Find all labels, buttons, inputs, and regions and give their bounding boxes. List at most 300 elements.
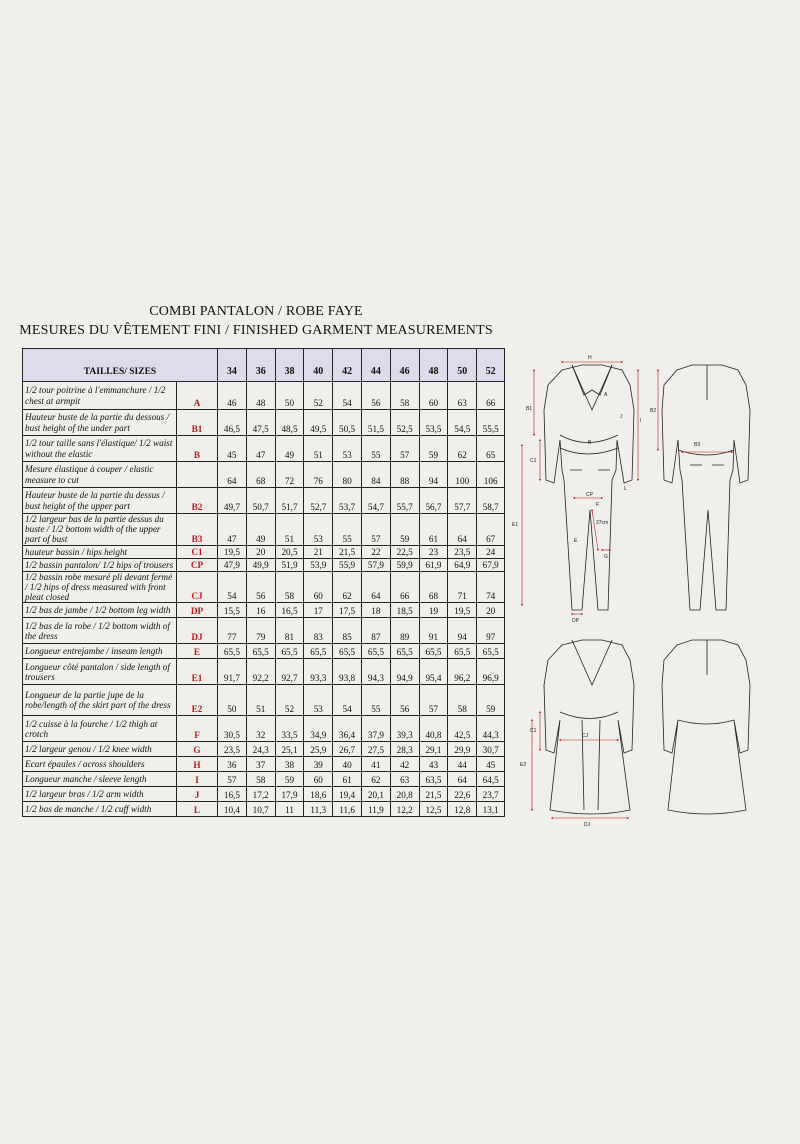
measurement-value: 21,5: [419, 787, 448, 802]
measurement-value: 25,9: [304, 742, 333, 757]
measurement-code: E1: [177, 659, 218, 685]
measurement-value: 57,7: [448, 488, 477, 514]
measurement-value: 20,8: [390, 787, 419, 802]
measurement-value: 40,8: [419, 716, 448, 742]
measurement-value: 77: [218, 618, 247, 644]
measurement-value: 96,9: [477, 659, 505, 685]
measurement-value: 43: [419, 757, 448, 772]
measurement-value: 47: [246, 436, 275, 462]
measurement-value: 65,5: [246, 644, 275, 659]
measurement-value: 45: [477, 757, 505, 772]
measurement-label: Longueur côté pantalon / side length of trousers: [23, 659, 177, 685]
measurement-label: Hauteur buste de la partie du dessous / bust height of the under part: [23, 410, 177, 436]
measurement-value: 56,7: [419, 488, 448, 514]
table-row: [23, 488, 505, 514]
measurement-value: 106: [477, 462, 505, 488]
measurement-value: 54,5: [448, 410, 477, 436]
measurement-value: 61: [419, 514, 448, 546]
measurement-value: 16,5: [275, 603, 304, 618]
measurement-value: 65,5: [333, 644, 362, 659]
measurement-code: E: [177, 644, 218, 659]
table-row: [23, 757, 505, 772]
measurement-value: 58: [448, 685, 477, 716]
measurement-value: 16,5: [218, 787, 247, 802]
measurement-guides: [522, 362, 732, 818]
label-E: E: [574, 538, 578, 544]
measurement-value: 50,7: [246, 488, 275, 514]
measurement-value: 51: [275, 514, 304, 546]
measurement-value: 67: [477, 514, 505, 546]
measurement-value: 15,5: [218, 603, 247, 618]
measurement-value: 47: [218, 514, 247, 546]
measurement-value: 94,9: [390, 659, 419, 685]
measurement-value: 93,8: [333, 659, 362, 685]
measurement-value: 30,7: [477, 742, 505, 757]
measurement-label: Longueur de la partie jupe de la robe/length of the skirt part of the dress: [23, 685, 177, 716]
jumpsuit-front-drawing: [544, 365, 634, 610]
measurement-value: 50: [218, 685, 247, 716]
measurement-value: 44: [448, 757, 477, 772]
size-header: 40: [304, 349, 333, 382]
measurement-value: 66: [390, 571, 419, 603]
label-L: L: [624, 486, 627, 492]
measurement-code: F: [177, 716, 218, 742]
measurement-value: 42,5: [448, 716, 477, 742]
dress-back-drawing: [662, 640, 750, 814]
measurement-value: 64: [448, 772, 477, 787]
measurement-value: 18,6: [304, 787, 333, 802]
measurement-value: 65,5: [390, 644, 419, 659]
measurement-code: J: [177, 787, 218, 802]
measurement-value: 91,7: [218, 659, 247, 685]
measurement-label: Longueur entrejambe / inseam length: [23, 644, 177, 659]
measurement-value: 18,5: [390, 603, 419, 618]
measurement-value: 54: [333, 382, 362, 410]
label-G: G: [604, 554, 608, 560]
measurement-value: 11,6: [333, 802, 362, 817]
label-H: H: [588, 355, 592, 361]
measurement-value: 17,2: [246, 787, 275, 802]
measurement-label: Longueur manche / sleeve length: [23, 772, 177, 787]
measurement-value: 64,9: [448, 558, 477, 571]
measurement-code: CJ: [177, 571, 218, 603]
measurement-value: 19,5: [448, 603, 477, 618]
measurement-value: 84: [361, 462, 390, 488]
table-row: [23, 436, 505, 462]
table-row: [23, 802, 505, 817]
size-header: 46: [390, 349, 419, 382]
measurement-value: 47,5: [246, 410, 275, 436]
measurement-value: 23,7: [477, 787, 505, 802]
measurement-value: 88: [390, 462, 419, 488]
measurement-value: 59: [419, 436, 448, 462]
measurement-value: 76: [304, 462, 333, 488]
label-DJ: DJ: [584, 822, 591, 828]
measurement-value: 64: [448, 514, 477, 546]
measurement-value: 51,9: [275, 558, 304, 571]
label-B3: B3: [694, 442, 701, 448]
measurement-value: 50: [275, 382, 304, 410]
measurement-value: 87: [361, 618, 390, 644]
measurement-value: 24: [477, 545, 505, 558]
measurement-value: 55,5: [477, 410, 505, 436]
measurement-value: 39: [304, 757, 333, 772]
measurement-value: 59: [477, 685, 505, 716]
measurement-value: 44,3: [477, 716, 505, 742]
measurement-value: 80: [333, 462, 362, 488]
size-header: 38: [275, 349, 304, 382]
label-J: J: [620, 414, 623, 420]
measurement-value: 23,5: [218, 742, 247, 757]
measurement-value: 62: [361, 772, 390, 787]
measurement-value: 65,5: [419, 644, 448, 659]
measurement-label: 1/2 tour taille sans l'élastique/ 1/2 waist without the elastic: [23, 436, 177, 462]
table-row: [23, 571, 505, 603]
measurement-value: 61,9: [419, 558, 448, 571]
measurement-value: 22,5: [390, 545, 419, 558]
measurement-code: L: [177, 802, 218, 817]
measurement-value: 93,3: [304, 659, 333, 685]
measurement-value: 59: [275, 772, 304, 787]
measurement-value: 58: [246, 772, 275, 787]
measurement-label: Hauteur buste de la partie du dessus / bust height of the upper part: [23, 488, 177, 514]
measurement-value: 20,1: [361, 787, 390, 802]
measurement-label: 1/2 bassin pantalon/ 1/2 hips of trousers: [23, 558, 177, 571]
measurement-value: 53: [304, 685, 333, 716]
measurement-value: 36: [218, 757, 247, 772]
measurement-label: 1/2 largeur bas de la partie dessus du buste / 1/2 bottom width of the upper part of bust: [23, 514, 177, 546]
measurement-code: G: [177, 742, 218, 757]
measurement-value: 56: [390, 685, 419, 716]
label-E1: E1: [512, 522, 519, 528]
measurement-value: 54,7: [361, 488, 390, 514]
measurement-value: 81: [275, 618, 304, 644]
measurement-value: 16: [246, 603, 275, 618]
measurement-value: 96,2: [448, 659, 477, 685]
measurement-code: I: [177, 772, 218, 787]
measurement-label: 1/2 largeur genou / 1/2 knee width: [23, 742, 177, 757]
measurement-value: 53,9: [304, 558, 333, 571]
measurement-value: 39,3: [390, 716, 419, 742]
measurement-value: 49,5: [304, 410, 333, 436]
table-row: [23, 462, 505, 488]
measurement-value: 65,5: [218, 644, 247, 659]
measurement-value: 63,5: [419, 772, 448, 787]
measurement-value: 79: [246, 618, 275, 644]
measurement-value: 52: [275, 685, 304, 716]
measurement-code: B: [177, 436, 218, 462]
measurement-value: 52: [304, 382, 333, 410]
measurement-value: 63: [448, 382, 477, 410]
measurement-label: 1/2 cuisse à la fourche / 1/2 thigh at crotch: [23, 716, 177, 742]
measurement-value: 17,5: [333, 603, 362, 618]
measurement-code: C1: [177, 545, 218, 558]
measurement-value: 49: [246, 514, 275, 546]
measurement-code: DJ: [177, 618, 218, 644]
measurement-value: 55,9: [333, 558, 362, 571]
measurement-value: 23,5: [448, 545, 477, 558]
measurement-value: 30,5: [218, 716, 247, 742]
garment-technical-drawings: [512, 340, 792, 840]
table-row: [23, 644, 505, 659]
measurement-value: 47,9: [218, 558, 247, 571]
measurement-value: 55: [361, 436, 390, 462]
measurement-value: 17,9: [275, 787, 304, 802]
label-A: A: [604, 392, 608, 398]
measurement-value: 12,5: [419, 802, 448, 817]
measurement-value: 55: [361, 685, 390, 716]
measurement-value: 57: [390, 436, 419, 462]
measurement-value: 94: [419, 462, 448, 488]
table-row: [23, 545, 505, 558]
table-row: [23, 685, 505, 716]
measurement-value: 19,5: [218, 545, 247, 558]
measurement-value: 19: [419, 603, 448, 618]
measurement-value: 20: [477, 603, 505, 618]
measurement-value: 57: [361, 514, 390, 546]
measurement-value: 83: [304, 618, 333, 644]
measurement-value: 33,5: [275, 716, 304, 742]
measurement-value: 65,5: [275, 644, 304, 659]
measurement-code: CP: [177, 558, 218, 571]
measurement-value: 53: [333, 436, 362, 462]
measurement-value: 74: [477, 571, 505, 603]
measurement-label: hauteur bassin / hips height: [23, 545, 177, 558]
measurement-value: 27,5: [361, 742, 390, 757]
measurement-value: 100: [448, 462, 477, 488]
measurement-label: 1/2 bas de la robe / 1/2 bottom width of the dress: [23, 618, 177, 644]
measurement-value: 59: [390, 514, 419, 546]
measurement-value: 54: [333, 685, 362, 716]
table-row: [23, 603, 505, 618]
measurement-value: 64,5: [477, 772, 505, 787]
measurement-value: 59,9: [390, 558, 419, 571]
measurement-value: 50,5: [333, 410, 362, 436]
measurement-code: A: [177, 382, 218, 410]
measurement-value: 18: [361, 603, 390, 618]
measurement-value: 71: [448, 571, 477, 603]
measurement-value: 42: [390, 757, 419, 772]
measurement-label: 1/2 tour poitrine à l'emmanchure / 1/2 chest at armpit: [23, 382, 177, 410]
measurement-value: 13,1: [477, 802, 505, 817]
table-row: [23, 742, 505, 757]
measurement-value: 20,5: [275, 545, 304, 558]
measurement-value: 92,7: [275, 659, 304, 685]
measurement-value: 66: [477, 382, 505, 410]
measurement-value: 56: [246, 571, 275, 603]
measurement-value: 64: [361, 571, 390, 603]
measurement-value: 60: [304, 772, 333, 787]
measurement-value: 52,5: [390, 410, 419, 436]
label-B1: B1: [526, 406, 533, 412]
table-row: [23, 558, 505, 571]
measurement-value: 57: [419, 685, 448, 716]
measurement-value: 10,4: [218, 802, 247, 817]
measurement-value: 46,5: [218, 410, 247, 436]
measurement-value: 51: [246, 685, 275, 716]
label-B2: B2: [650, 408, 657, 414]
measurement-label: 1/2 largeur bras / 1/2 arm width: [23, 787, 177, 802]
measurement-value: 89: [390, 618, 419, 644]
measurement-value: 24,3: [246, 742, 275, 757]
document-subtitle: MESURES DU VÊTEMENT FINI / FINISHED GARMENT MEASUREMENTS: [19, 323, 493, 338]
measurement-value: 48: [246, 382, 275, 410]
label-B: B: [588, 440, 592, 446]
size-header: 52: [477, 349, 505, 382]
measurement-value: 53,5: [419, 410, 448, 436]
label-C1: C1: [530, 458, 537, 464]
measurement-code: E2: [177, 685, 218, 716]
size-header: 36: [246, 349, 275, 382]
label-I: I: [640, 418, 642, 424]
measurement-value: 55,7: [390, 488, 419, 514]
table-row: [23, 787, 505, 802]
measurement-value: 58: [275, 571, 304, 603]
label-CP: CP: [586, 492, 593, 498]
measurement-value: 95,4: [419, 659, 448, 685]
measurement-value: 40: [333, 757, 362, 772]
measurement-value: 68: [419, 571, 448, 603]
measurement-label: 1/2 bas de jambe / 1/2 bottom leg width: [23, 603, 177, 618]
measurement-value: 54: [218, 571, 247, 603]
measurement-label: Mesure élastique à couper / elastic measure to cut: [23, 462, 177, 488]
measurement-value: 55: [333, 514, 362, 546]
measurement-value: 51: [304, 436, 333, 462]
measurement-value: 57: [218, 772, 247, 787]
size-header: 48: [419, 349, 448, 382]
measurement-value: 11: [275, 802, 304, 817]
measurement-value: 62: [448, 436, 477, 462]
measurement-value: 97: [477, 618, 505, 644]
measurement-value: 53,7: [333, 488, 362, 514]
measurement-value: 52,7: [304, 488, 333, 514]
measurement-value: 58: [390, 382, 419, 410]
label-C1-dress: C1: [530, 728, 537, 734]
table-row: [23, 772, 505, 787]
measurement-value: 56: [361, 382, 390, 410]
measurement-value: 12,8: [448, 802, 477, 817]
measurement-code: [177, 462, 218, 488]
measurement-value: 20: [246, 545, 275, 558]
measurement-value: 37,9: [361, 716, 390, 742]
measurement-value: 37: [246, 757, 275, 772]
table-row: [23, 382, 505, 410]
document-title: COMBI PANTALON / ROBE FAYE: [149, 304, 363, 319]
measurement-value: 11,3: [304, 802, 333, 817]
measurement-value: 34,9: [304, 716, 333, 742]
size-header: 42: [333, 349, 362, 382]
measurement-code: B3: [177, 514, 218, 546]
measurement-value: 22,6: [448, 787, 477, 802]
measurement-code: B2: [177, 488, 218, 514]
measurement-value: 60: [419, 382, 448, 410]
jumpsuit-back-drawing: [662, 365, 750, 610]
measurement-value: 29,9: [448, 742, 477, 757]
measurement-value: 10,7: [246, 802, 275, 817]
size-header: 34: [218, 349, 247, 382]
measurement-value: 11,9: [361, 802, 390, 817]
measurement-value: 38: [275, 757, 304, 772]
table-row: [23, 410, 505, 436]
measurement-value: 53: [304, 514, 333, 546]
measurement-code: B1: [177, 410, 218, 436]
measurement-value: 49,7: [218, 488, 247, 514]
measurement-value: 85: [333, 618, 362, 644]
measurement-value: 26,7: [333, 742, 362, 757]
label-E2: E2: [520, 762, 527, 768]
sizes-header-label: TAILLES/ SIZES: [23, 349, 218, 382]
measurement-value: 41: [361, 757, 390, 772]
measurement-value: 60: [304, 571, 333, 603]
measurement-value: 21,5: [333, 545, 362, 558]
measurement-value: 63: [390, 772, 419, 787]
dress-front-drawing: [544, 640, 634, 814]
table-row: [23, 659, 505, 685]
measurement-value: 65,5: [448, 644, 477, 659]
label-CJ: CJ: [582, 733, 589, 739]
measurement-value: 62: [333, 571, 362, 603]
measurement-value: 17: [304, 603, 333, 618]
size-header: 50: [448, 349, 477, 382]
label-DP: DP: [572, 618, 579, 624]
measurement-value: 29,1: [419, 742, 448, 757]
label-27cm: 27cm: [596, 520, 609, 526]
measurement-value: 61: [333, 772, 362, 787]
measurements-table-body: [23, 382, 505, 817]
measurement-value: 36,4: [333, 716, 362, 742]
measurement-label: Ecart épaules / across shoulders: [23, 757, 177, 772]
measurement-value: 45: [218, 436, 247, 462]
measurement-value: 25,1: [275, 742, 304, 757]
measurement-value: 51,5: [361, 410, 390, 436]
measurement-value: 92,2: [246, 659, 275, 685]
measurement-value: 12,2: [390, 802, 419, 817]
table-row: [23, 514, 505, 546]
measurement-label: 1/2 bassin robe mesuré pli devant fermé / 1/2 hips of dress measured with front pleat closed: [23, 571, 177, 603]
measurement-value: 51,7: [275, 488, 304, 514]
measurement-value: 57,9: [361, 558, 390, 571]
measurement-value: 68: [246, 462, 275, 488]
size-header: 44: [361, 349, 390, 382]
measurement-value: 22: [361, 545, 390, 558]
measurement-value: 65,5: [361, 644, 390, 659]
measurement-value: 91: [419, 618, 448, 644]
measurement-value: 46: [218, 382, 247, 410]
measurement-value: 67,9: [477, 558, 505, 571]
measurement-label: 1/2 bas de manche / 1/2 cuff width: [23, 802, 177, 817]
measurement-code: H: [177, 757, 218, 772]
measurement-value: 28,3: [390, 742, 419, 757]
table-header-row: [23, 349, 505, 382]
measurement-value: 49,9: [246, 558, 275, 571]
measurements-table: [22, 348, 505, 817]
measurement-value: 49: [275, 436, 304, 462]
measurement-value: 65,5: [304, 644, 333, 659]
measurement-value: 65: [477, 436, 505, 462]
table-row: [23, 618, 505, 644]
measurement-value: 65,5: [477, 644, 505, 659]
measurement-code: DP: [177, 603, 218, 618]
label-F: F: [596, 502, 600, 508]
measurement-value: 94: [448, 618, 477, 644]
measurement-value: 19,4: [333, 787, 362, 802]
measurement-value: 23: [419, 545, 448, 558]
measurement-value: 48,5: [275, 410, 304, 436]
measurement-value: 94,3: [361, 659, 390, 685]
table-row: [23, 716, 505, 742]
measurement-value: 64: [218, 462, 247, 488]
measurement-value: 21: [304, 545, 333, 558]
